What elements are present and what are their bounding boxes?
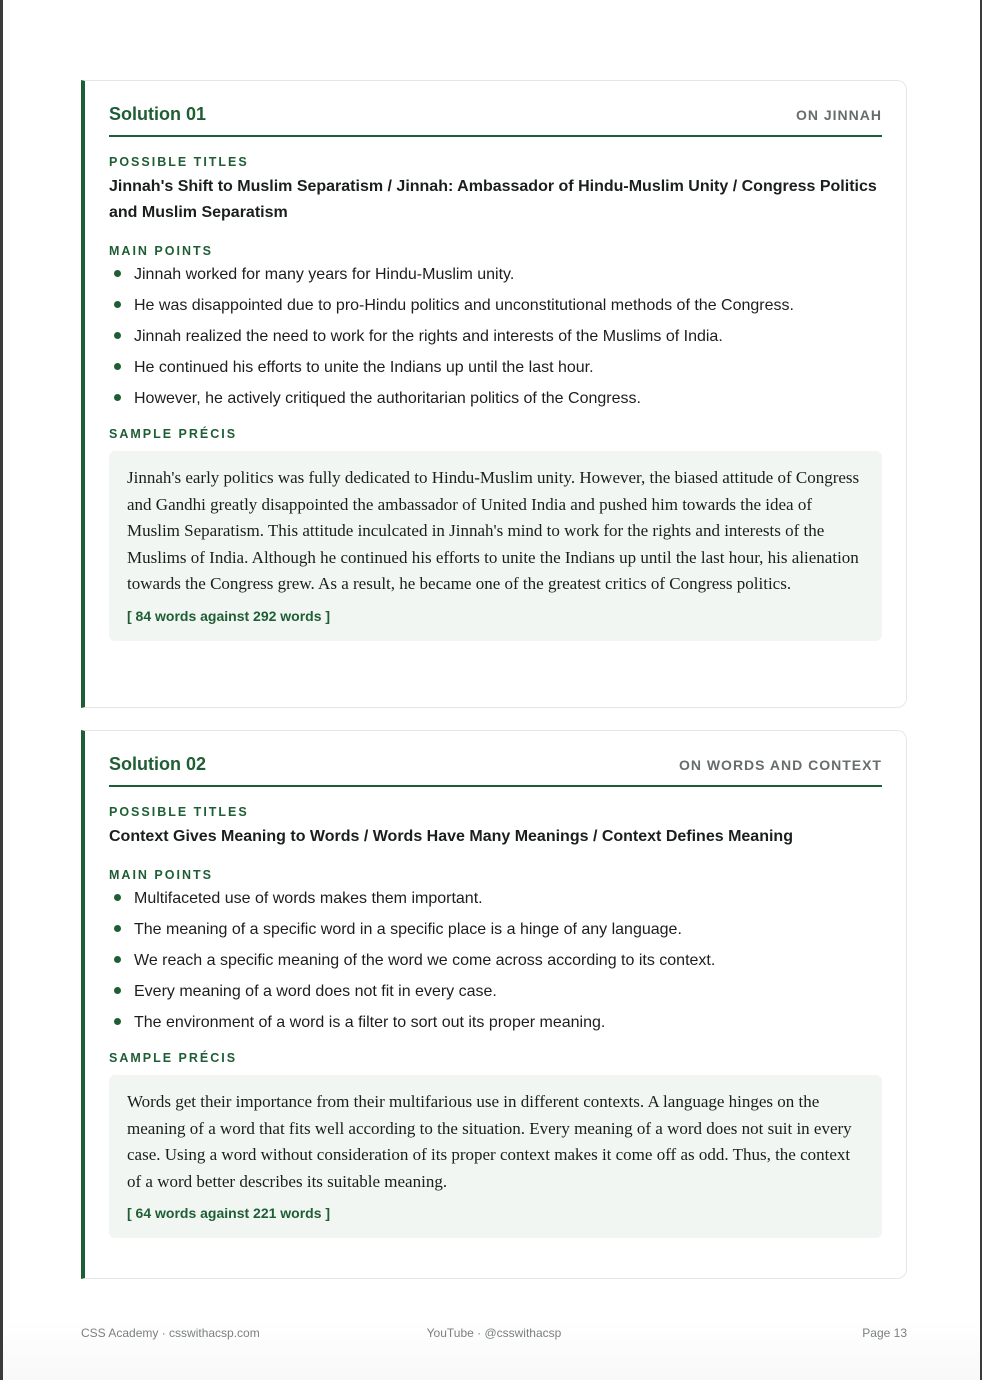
word-count: [ 84 words against 292 words ] [127, 607, 331, 624]
point-text: However, he actively critiqued the authoritarian politics of the Congress. [134, 390, 641, 407]
footer-youtube: YouTube · @csswithacsp [426, 1326, 562, 1340]
solution-header [109, 731, 882, 787]
possible-titles: Context Gives Meaning to Words / Words Have Many Meanings / Context Defines Meaning [109, 828, 793, 845]
solution-card [81, 730, 907, 1279]
document-page [3, 0, 980, 1380]
bullet-icon [114, 332, 121, 339]
sample-precis-label: SAMPLE PRÉCIS [109, 427, 238, 441]
main-points-label: MAIN POINTS [109, 868, 213, 882]
precis-box [109, 1075, 882, 1238]
word-count: [ 64 words against 221 words ] [127, 1205, 331, 1222]
list-item [109, 265, 882, 285]
bullet-icon [114, 956, 121, 963]
list-item [109, 920, 882, 940]
sample-precis-label: SAMPLE PRÉCIS [109, 1051, 238, 1065]
possible-titles: Jinnah's Shift to Muslim Separatism / Jinnah: Ambassador of Hindu-Muslim Unity / Congress Politics and Muslim Separatism [109, 178, 877, 221]
main-points-label: MAIN POINTS [109, 244, 213, 258]
solution-title: Solution 01 [109, 104, 207, 124]
list-item [109, 327, 882, 347]
point-text: We reach a specific meaning of the word we come across according to its context. [134, 952, 716, 969]
precis-text: Words get their importance from their multifarious use in different contexts. A language hinges on the meaning of a word that fits well according to the situation. Every meaning of a word does not suit in every case. Using a word without consideration of its proper context makes it come off as odd. Thus, the context of a word better describes its suitable meaning. [127, 1092, 852, 1191]
list-item [109, 358, 882, 378]
bullet-icon [114, 301, 121, 308]
bullet-icon [114, 894, 121, 901]
solution-topic: ON WORDS AND CONTEXT [678, 757, 882, 773]
main-points-list [109, 265, 882, 409]
list-item [109, 389, 882, 409]
bullet-icon [114, 394, 121, 401]
solution-title: Solution 02 [109, 754, 207, 774]
point-text: He continued his efforts to unite the Indians up until the last hour. [134, 359, 594, 376]
page-number: Page 13 [862, 1326, 907, 1340]
list-item [109, 951, 882, 971]
point-text: Jinnah realized the need to work for the rights and interests of the Muslims of India. [134, 328, 723, 345]
main-points-list [109, 889, 882, 1033]
point-text: The environment of a word is a filter to sort out its proper meaning. [134, 1014, 606, 1031]
list-item [109, 296, 882, 316]
footer-site: CSS Academy · csswithacsp.com [81, 1326, 260, 1340]
possible-titles-label: POSSIBLE TITLES [109, 155, 249, 169]
bullet-icon [114, 270, 121, 277]
bullet-icon [114, 363, 121, 370]
list-item [109, 889, 882, 909]
point-text: Every meaning of a word does not fit in every case. [134, 983, 497, 1000]
solution-header [109, 81, 882, 137]
point-text: He was disappointed due to pro-Hindu politics and unconstitutional methods of the Congress. [134, 297, 794, 314]
bullet-icon [114, 1018, 121, 1025]
list-item [109, 982, 882, 1002]
precis-text: Jinnah's early politics was fully dedicated to Hindu-Muslim unity. However, the biased attitude of Congress and Gandhi greatly disappointed the ambassador of United India and pushed him towards the idea of Muslim Separatism. This attitude inculcated in Jinnah's mind to work for the rights and interests of the Muslims of India. Although he continued his efforts to unite the Indians up until the last hour, his alienation towards the Congress grew. As a result, he became one of the greatest critics of Congress politics. [127, 468, 860, 594]
point-text: The meaning of a specific word in a specific place is a hinge of any language. [134, 921, 682, 938]
point-text: Multifaceted use of words makes them important. [134, 890, 483, 907]
possible-titles-label: POSSIBLE TITLES [109, 805, 249, 819]
solution-card [81, 80, 907, 708]
precis-box [109, 451, 882, 641]
page-footer [81, 1326, 907, 1342]
bullet-icon [114, 925, 121, 932]
solution-topic: ON JINNAH [795, 107, 882, 123]
list-item [109, 1013, 882, 1033]
bullet-icon [114, 987, 121, 994]
point-text: Jinnah worked for many years for Hindu-Muslim unity. [134, 266, 515, 283]
